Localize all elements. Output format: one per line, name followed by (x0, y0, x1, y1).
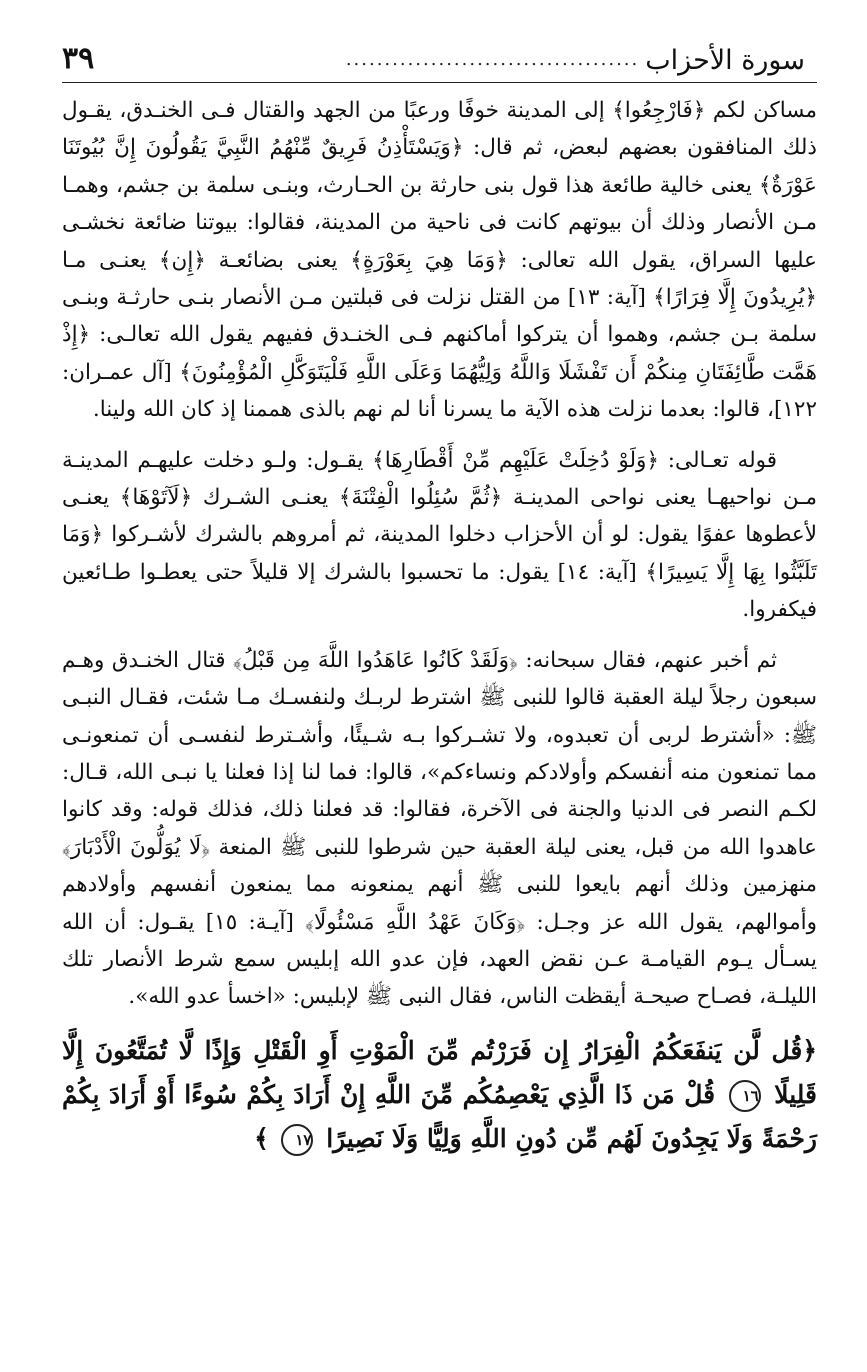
verse-close-bracket: ﴾ (254, 1123, 269, 1153)
verse-open-bracket: ﴿ (802, 1035, 817, 1065)
verse-16-text: قُل لَّن يَنفَعَكُمُ الْفِرَارُ إِن فَرَرْتُم مِّنَ الْمَوْتِ أَوِ الْقَتْلِ وَإِذًا لَّا تُمَتَّعُونَ إِلَّا قَلِيلًا (62, 1035, 817, 1109)
paragraph-gap (62, 1016, 817, 1029)
page-header (62, 36, 805, 76)
verse-17-text: قُلْ مَن ذَا الَّذِي يَعْصِمُكُم مِّنَ اللَّهِ إِنْ أَرَادَ بِكُمْ سُوءًا أَوْ أَرَادَ بِكُمْ رَحْمَةً وَلَا يَجِدُونَ لَهُم مِّن دُونِ اللَّهِ وَلِيًّا وَلَا نَصِيرًا (62, 1079, 817, 1153)
page-number: ٣٩ (62, 41, 95, 76)
paragraph-2: قوله تعـالى: ﴿وَلَوْ دُخِلَتْ عَلَيْهِم مِّنْ أَقْطَارِهَا﴾ يقـول: ولـو دخلت عليهـم المدينـة مـن نواحيهـا يعنى نواحى المدينـة ﴿ثُمَّ سُئِلُوا الْفِتْنَةَ﴾ يعنـى الشـرك ﴿لَآتَوْهَا﴾ يعنـى لأعطوها عفوًا يقول: لو أن الأحزاب دخلوا المدينة، ثم أمروهم بالشرك لأشـركوا ﴿وَمَا تَلَبَّثُوا بِهَا إِلَّا يَسِيرًا﴾ [آية: ١٤] يقول: ما تحسبوا بالشرك إلا قليلاً حتى يعطـوا طـائعين فيكفروا. (62, 447, 817, 623)
paragraph-gap (62, 429, 817, 442)
page-body (62, 92, 817, 1161)
header-dots: ...................................... (345, 49, 640, 70)
paragraph-1: مساكن لكم ﴿فَارْجِعُوا﴾ إلى المدينة خوفًا ورعبًا من الجهد والقتال فـى الخنـدق، يقـول ذلك المنافقون بعضهم لبعض، ثم قال: ﴿وَيَسْتَأْذِنُ فَرِيقٌ مِّنْهُمُ النَّبِيَّ يَقُولُونَ إِنَّ بُيُوتَنَا عَوْرَةٌ﴾ يعنى خالية طائعة هذا قول بنى حارثة بن الحـارث، وبنـى سلمة بن جشم، وهمـا مـن الأنصار وذلك أن بيوتهم كانت فى ناحية من المدينة، فقالوا: بيوتنا ضائعة نخشـى عليها السراق، يقول الله تعالى: ﴿وَمَا هِيَ بِعَوْرَةٍ﴾ يعنى بضائعـة ﴿إِن﴾ يعنـى مـا ﴿يُرِيدُونَ إِلَّا فِرَارًا﴾ [آية: ١٣] من القتل نزلت فى قبلتين مـن الأنصار بنـى حارثـة وبنـى سلمة بـن جشم، وهموا أن يتركوا أماكنهم فـى الخنـدق ففيهم يقول الله تعالـى: ﴿إِذْ هَمَّت طَّائِفَتَانِ مِنكُمْ أَن تَفْشَلَا وَاللَّهُ وَلِيُّهُمَا وَعَلَى اللَّهِ فَلْيَتَوَكَّلِ الْمُؤْمِنُونَ﴾ [آل عمـران: ١٢٢]، قالوا: بعدما نزلت هذه الآية ما يسرنا أنا لم نهم بالذى هممنا إذ كان الله ولينا. (62, 98, 818, 423)
header-rule (62, 82, 817, 83)
paragraph-gap (62, 629, 817, 642)
verse-number-16: ١٦ (729, 1080, 761, 1112)
sura-title: سورة الأحزاب (645, 45, 805, 76)
quran-verses-block (62, 1029, 817, 1161)
paragraph-3: ثم أخبر عنهم، فقال سبحانه: ﴿وَلَقَدْ كَانُوا عَاهَدُوا اللَّهَ مِن قَبْلُ﴾ قتال الخنـدق وهـم سبعون رجلاً ليلة العقبة قالوا للنبى ﷺ اشترط لربـك ولنفسـك مـا شئت، فقـال النبـى ﷺ: «أشترط لربى أن تعبدوه، ولا تشـركوا بـه شـيئًا، وأشـترط لنفسـى أن تمنعونـى مما تمنعون منه أنفسكم وأولادكم ونساءكم»، قالوا: فما لنا إذا فعلنا يا نبـى الله، قـال: لكـم النصر فى الدنيا والجنة فى الآخرة، فقالوا: قد فعلنا ذلك، فذلك قوله: وقد كانوا عاهدوا الله من قبل، يعنى ليلة العقبة حين شرطوا للنبى ﷺ المنعة ﴿لَا يُوَلُّونَ الْأَدْبَارَ﴾ منهزمين وذلك أنهم بايعوا للنبى ﷺ أنهم يمنعونه مما يمنعون أنفسهم وأولادهم وأموالهم، يقول الله عز وجـل: ﴿وَكَانَ عَهْدُ اللَّهِ مَسْئُولًا﴾ [آيـة: ١٥] يقـول: أن الله يسـأل يـوم القيامـة عـن نقض العهد، فإن عدو الله إبليس سمع شرط الأنصار تلك الليلـة، فصـاح صيحـة أيقظت الناس، فقال النبى ﷺ لإبليس: «اخسأ عدو الله». (62, 647, 818, 1010)
verse-number-17: ١٧ (281, 1124, 313, 1156)
